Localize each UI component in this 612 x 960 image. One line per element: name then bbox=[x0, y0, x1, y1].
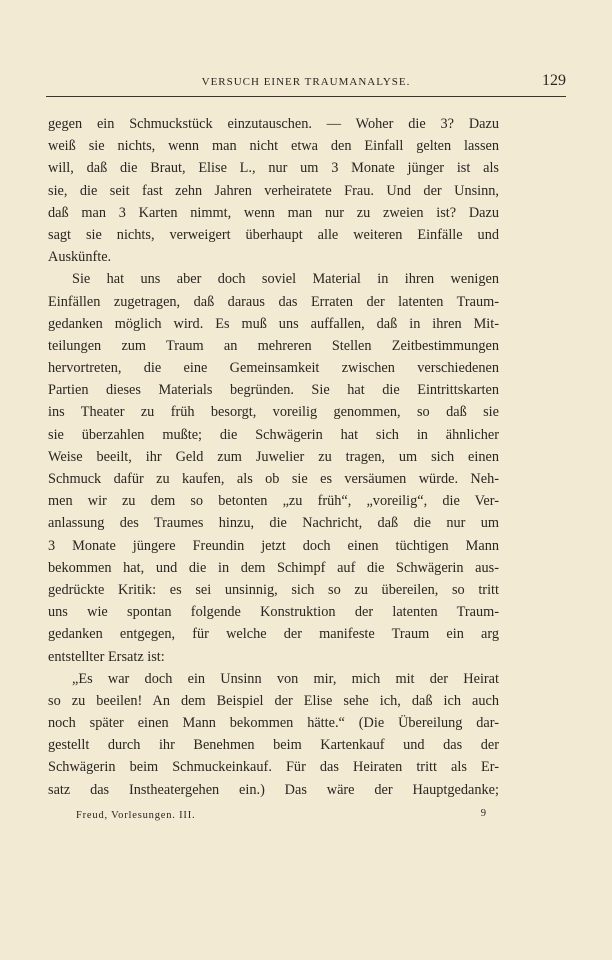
text-line: Partien dieses Materials begründen. Sie hat die Eintrittskarten bbox=[48, 382, 499, 399]
text-line: Auskünfte. bbox=[48, 249, 112, 266]
text-line: gedanken entgegen, für welche der manifeste Traum ein arg bbox=[48, 626, 499, 643]
text-line: Schmuck dafür zu kaufen, als ob sie es versäumen würde. Neh- bbox=[48, 471, 499, 487]
text-line: weiß sie nichts, wenn man nicht etwa den Einfall gelten lassen bbox=[48, 138, 499, 155]
footer-source: Freud, Vorlesungen. III. bbox=[76, 810, 196, 821]
text-line: noch später einen Mann bekommen hätte.“ (Die Übereilung dar- bbox=[48, 715, 499, 732]
text-line: „Es war doch ein Unsinn von mir, mich mit der Heirat bbox=[72, 670, 499, 687]
text-line: uns wie spontan folgende Konstruktion der latenten Traum- bbox=[48, 604, 499, 621]
body-text bbox=[48, 113, 499, 801]
text-line: entstellter Ersatz ist: bbox=[48, 648, 165, 665]
text-line: anlassung des Traumes hinzu, die Nachricht, daß die nur um bbox=[48, 515, 499, 532]
text-line: gedrückte Kritik: es sei unsinnig, sich so zu übereilen, so tritt bbox=[48, 581, 499, 598]
text-line: will, daß die Braut, Elise L., nur um 3 Monate jünger ist als bbox=[48, 160, 499, 177]
text-line: sie, die seit fast zehn Jahren verheiratete Frau. Und der Unsinn, bbox=[48, 182, 499, 199]
signature-mark: 9 bbox=[480, 808, 486, 819]
text-line: Sie hat uns aber doch soviel Material in ihren wenigen bbox=[72, 271, 499, 288]
text-line: sagt sie nichts, verweigert überhaupt alle weiteren Einfälle und bbox=[48, 226, 499, 243]
text-line: men wir zu dem so betonten „zu früh“, „voreilig“, die Ver- bbox=[48, 493, 499, 510]
text-line: gestellt durch ihr Benehmen beim Kartenkauf und das der bbox=[48, 737, 499, 754]
text-line: teilungen zum Traum an mehreren Stellen Zeitbestimmungen bbox=[48, 337, 499, 354]
text-line: bekommen hat, und die in dem Schimpf auf die Schwägerin aus- bbox=[48, 559, 499, 576]
header-rule bbox=[46, 96, 566, 97]
text-line: gegen ein Schmuckstück einzutauschen. — Woher die 3? Dazu bbox=[48, 116, 499, 132]
page-footer bbox=[76, 808, 486, 826]
text-line: hervortreten, die eine Gemeinsamkeit zwischen verschiedenen bbox=[48, 360, 499, 377]
text-line: gedanken möglich wird. Es muß uns auffallen, daß in ihren Mit- bbox=[48, 315, 499, 332]
text-line: ins Theater zu früh besorgt, voreilig genommen, so daß sie bbox=[48, 404, 499, 421]
text-line: daß man 3 Karten nimmt, wenn man nur zu zweien ist? Dazu bbox=[48, 204, 499, 221]
text-line: 3 Monate jüngere Freundin jetzt doch einen tüchtigen Mann bbox=[48, 537, 499, 554]
text-line: sie überzahlen mußte; die Schwägerin hat sich in ähnlicher bbox=[48, 426, 499, 443]
header-title: VERSUCH EINER TRAUMANALYSE. bbox=[201, 76, 411, 88]
text-line: Schwägerin beim Schmuckeinkauf. Für das Heiraten tritt als Er- bbox=[48, 759, 499, 776]
page-number: 129 bbox=[542, 72, 566, 89]
text-line: so zu beeilen! An dem Beispiel der Elise sehe ich, daß ich auch bbox=[48, 692, 499, 709]
text-line: Weise beeilt, ihr Geld zum Juwelier zu tragen, um sich einen bbox=[48, 448, 499, 465]
running-header bbox=[46, 72, 566, 94]
text-line: satz das Instheatergehen ein.) Das wäre der Hauptgedanke; bbox=[48, 781, 499, 798]
text-line: Einfällen zugetragen, daß daraus das Erraten der latenten Traum- bbox=[48, 293, 499, 310]
